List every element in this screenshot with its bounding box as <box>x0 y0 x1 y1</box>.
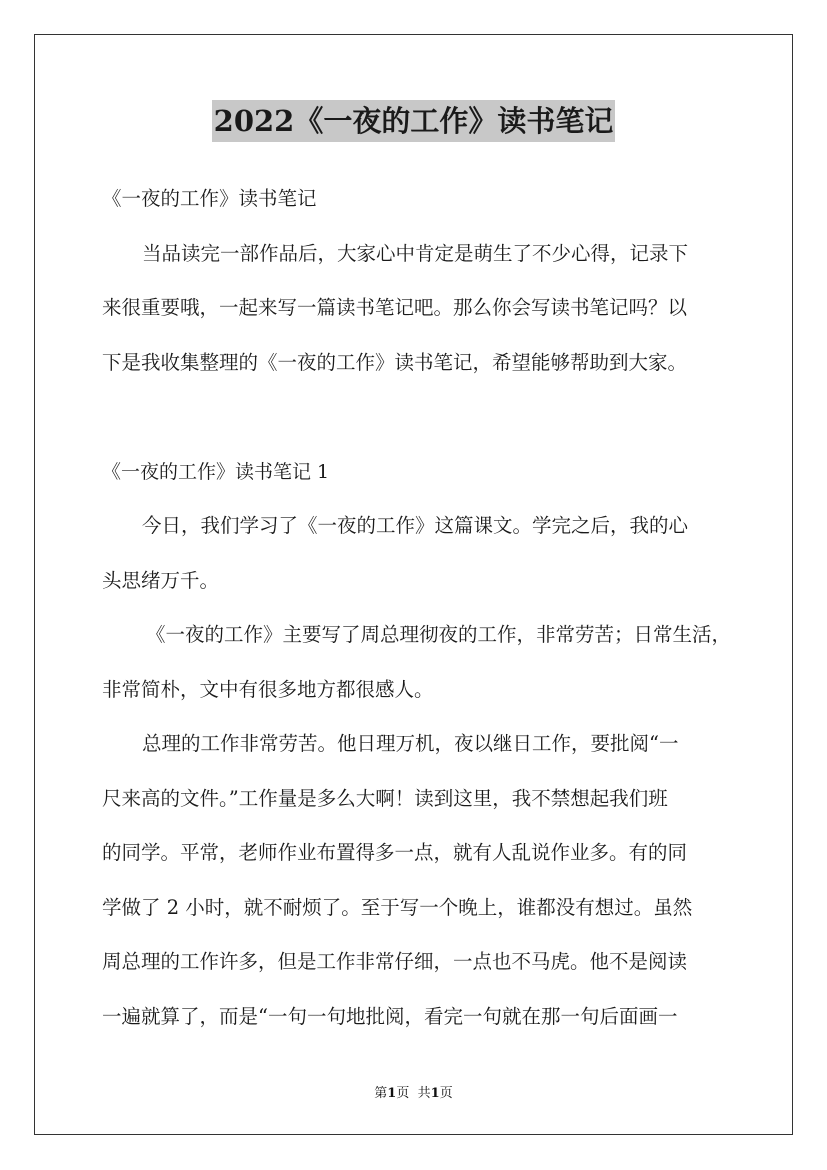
para3-line-4: 学做了 2 小时，就不耐烦了。至于写一个晚上，谁都没有想过。虽然 <box>102 895 693 919</box>
page-footer <box>0 1082 827 1101</box>
document-subtitle: 《一夜的工作》读书笔记 <box>102 187 317 210</box>
document-body <box>102 172 732 1044</box>
para3-line-1: 总理的工作非常劳苦。他日理万机，夜以继日工作，要批阅“一 <box>142 732 679 755</box>
footer-page-word: 页 <box>396 1086 410 1101</box>
footer-prefix: 第 <box>374 1086 388 1101</box>
para3-line-3: 的同学。平常，老师作业布置得多一点，就有人乱说作业多。有的同 <box>102 841 688 864</box>
footer-page-number: 1 <box>387 1086 397 1101</box>
para1-line-1: 今日，我们学习了《一夜的工作》这篇课文。学完之后，我的心 <box>142 514 689 537</box>
intro-line-2: 来很重要哦，一起来写一篇读书笔记吧。那么你会写读书笔记吗？以 <box>102 296 688 319</box>
paragraph-gap <box>102 390 728 445</box>
intro-line-1: 当品读完一部作品后，大家心中肯定是萌生了不少心得，记录下 <box>142 241 689 265</box>
intro-line-3: 下是我收集整理的《一夜的工作》读书笔记，希望能够帮助到大家。 <box>102 350 688 374</box>
footer-total-word: 页 <box>439 1086 453 1101</box>
document-title: 2022《一夜的工作》读书笔记 <box>212 100 616 142</box>
para2-line-1: 《一夜的工作》主要写了周总理彻夜的工作，非常劳苦；日常生活， <box>146 623 732 646</box>
para1-line-2: 头思绪万千。 <box>102 568 220 592</box>
para3-line-5: 周总理的工作许多，但是工作非常仔细，一点也不马虎。他不是阅读 <box>102 950 688 973</box>
para2-line-2: 非常简朴，文中有很多地方都很感人。 <box>102 677 434 701</box>
section-heading: 《一夜的工作》读书笔记 1 <box>102 460 330 483</box>
document-title-wrapper <box>0 100 827 142</box>
footer-total-prefix: 共 <box>417 1086 431 1101</box>
para3-line-2: 尺来高的文件。”工作量是多么大啊！读到这里，我不禁想起我们班 <box>102 786 668 810</box>
footer-total-number: 1 <box>430 1086 440 1101</box>
para3-line-6: 一遍就算了，而是“一句一句地批阅，看完一句就在那一句后面画一 <box>102 1004 678 1028</box>
